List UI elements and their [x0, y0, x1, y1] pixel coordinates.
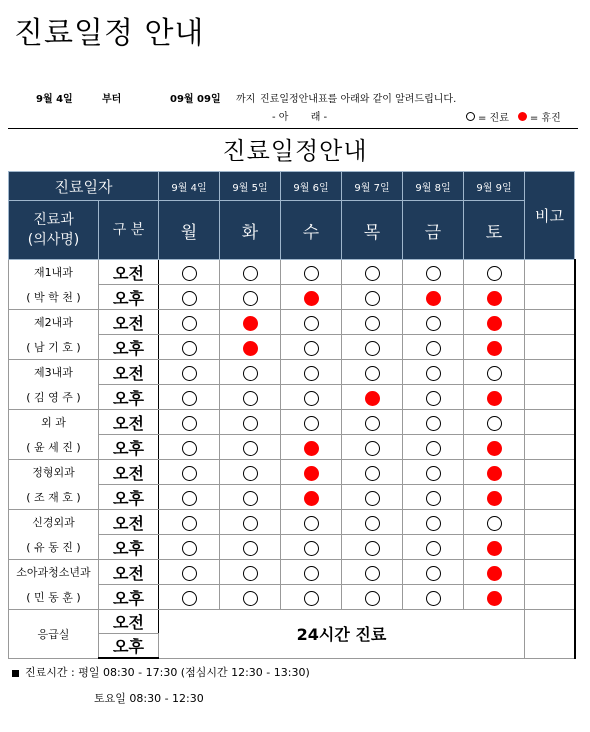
- open-circle-icon: [426, 541, 441, 556]
- emergency-label: 응급실: [9, 610, 99, 659]
- note-cell: [525, 560, 575, 585]
- schedule-cell: [342, 485, 403, 510]
- open-circle-icon: [304, 366, 319, 381]
- schedule-cell: [159, 435, 220, 460]
- closed-circle-icon: [487, 466, 502, 481]
- open-circle-icon: [487, 516, 502, 531]
- note-cell: [525, 610, 575, 659]
- open-circle-icon: [426, 566, 441, 581]
- schedule-cell: [342, 260, 403, 285]
- open-circle-icon: [304, 566, 319, 581]
- legend: [466, 109, 561, 124]
- open-circle-icon: [365, 291, 380, 306]
- note-cell: [525, 360, 575, 385]
- schedule-cell: [342, 585, 403, 610]
- open-circle-icon: [426, 491, 441, 506]
- open-circle-icon: [426, 591, 441, 606]
- shift-label: 오후: [99, 385, 159, 410]
- open-circle-icon: [243, 566, 258, 581]
- open-circle-icon: [304, 316, 319, 331]
- date-header: 9월 9일: [464, 172, 525, 201]
- legend-closed-label: = 휴진: [529, 113, 561, 124]
- schedule-cell: [220, 535, 281, 560]
- schedule-cell: [464, 560, 525, 585]
- schedule-cell: [403, 385, 464, 410]
- schedule-cell: [342, 510, 403, 535]
- schedule-cell: [220, 385, 281, 410]
- note-cell: [525, 435, 575, 460]
- open-circle-icon: [243, 466, 258, 481]
- schedule-cell: [159, 360, 220, 385]
- open-circle-icon: [304, 591, 319, 606]
- notice-to-date: 09월 09일: [170, 94, 221, 105]
- open-circle-icon: [365, 516, 380, 531]
- closed-circle-icon: [304, 441, 319, 456]
- closed-circle-icon: [518, 112, 527, 121]
- table-row: [9, 535, 575, 560]
- legend-open-label: = 진료: [478, 113, 509, 124]
- open-circle-icon: [182, 591, 197, 606]
- note-cell: [525, 335, 575, 360]
- schedule-cell: [403, 585, 464, 610]
- notice-to-word: 까지: [236, 94, 256, 105]
- schedule-cell: [464, 385, 525, 410]
- table-row: [9, 485, 575, 510]
- closed-circle-icon: [304, 291, 319, 306]
- closed-circle-icon: [487, 316, 502, 331]
- open-circle-icon: [365, 491, 380, 506]
- schedule-cell: [403, 435, 464, 460]
- table-row: [9, 560, 575, 585]
- schedule-cell: [403, 285, 464, 310]
- open-circle-icon: [182, 316, 197, 331]
- schedule-cell: [464, 310, 525, 335]
- schedule-cell: [403, 260, 464, 285]
- bullet-square-icon: [12, 670, 19, 677]
- emergency-text: 24시간 진료: [159, 610, 525, 659]
- open-circle-icon: [243, 391, 258, 406]
- doctor-name: ( 민 동 훈 ): [9, 585, 99, 610]
- date-header: 9월 6일: [281, 172, 342, 201]
- schedule-cell: [281, 285, 342, 310]
- schedule-cell: [342, 360, 403, 385]
- closed-circle-icon: [243, 316, 258, 331]
- open-circle-icon: [243, 291, 258, 306]
- dept-name: 외 과: [9, 410, 99, 435]
- schedule-cell: [342, 410, 403, 435]
- table-row: [9, 435, 575, 460]
- schedule-cell: [342, 460, 403, 485]
- note-cell: [525, 485, 575, 510]
- divider: [8, 128, 578, 129]
- schedule-cell: [342, 435, 403, 460]
- open-circle-icon: [182, 416, 197, 431]
- doctor-name: ( 박 학 천 ): [9, 285, 99, 310]
- open-circle-icon: [365, 266, 380, 281]
- schedule-cell: [403, 360, 464, 385]
- schedule-cell: [220, 335, 281, 360]
- schedule-cell: [342, 285, 403, 310]
- schedule-cell: [281, 335, 342, 360]
- schedule-cell: [342, 335, 403, 360]
- table-row: [9, 460, 575, 485]
- table-row: [9, 510, 575, 535]
- shift-label: 오후: [99, 585, 159, 610]
- schedule-cell: [403, 535, 464, 560]
- notice-from-word: 부터: [102, 94, 122, 105]
- open-circle-icon: [487, 416, 502, 431]
- open-circle-icon: [365, 466, 380, 481]
- open-circle-icon: [365, 316, 380, 331]
- schedule-cell: [342, 560, 403, 585]
- schedule-cell: [464, 510, 525, 535]
- doctor-name: ( 김 영 주 ): [9, 385, 99, 410]
- open-circle-icon: [243, 516, 258, 531]
- schedule-cell: [220, 510, 281, 535]
- open-circle-icon: [426, 266, 441, 281]
- dept-name: 신경외과: [9, 510, 99, 535]
- open-circle-icon: [487, 266, 502, 281]
- open-circle-icon: [182, 516, 197, 531]
- schedule-cell: [159, 410, 220, 435]
- closed-circle-icon: [365, 391, 380, 406]
- open-circle-icon: [304, 391, 319, 406]
- dept-name: 소아과청소년과: [9, 560, 99, 585]
- schedule-cell: [159, 385, 220, 410]
- note-cell: [525, 585, 575, 610]
- table-row: [9, 260, 575, 285]
- closed-circle-icon: [487, 291, 502, 306]
- open-circle-icon: [426, 391, 441, 406]
- schedule-cell: [220, 260, 281, 285]
- table-row: [9, 310, 575, 335]
- schedule-cell: [281, 535, 342, 560]
- shift-label: 오전: [99, 460, 159, 485]
- schedule-cell: [281, 560, 342, 585]
- open-circle-icon: [243, 366, 258, 381]
- schedule-cell: [159, 585, 220, 610]
- closed-circle-icon: [304, 466, 319, 481]
- schedule-cell: [281, 385, 342, 410]
- schedule-cell: [464, 260, 525, 285]
- schedule-cell: [159, 535, 220, 560]
- date-header-label: 진료일자: [9, 172, 159, 201]
- open-circle-icon: [365, 566, 380, 581]
- table-row: [9, 335, 575, 360]
- dept-header: 진료과 (의사명): [9, 201, 99, 260]
- note-cell: [525, 385, 575, 410]
- open-circle-icon: [243, 591, 258, 606]
- open-circle-icon: [243, 441, 258, 456]
- schedule-cell: [159, 485, 220, 510]
- schedule-cell: [159, 260, 220, 285]
- closed-circle-icon: [487, 591, 502, 606]
- open-circle-icon: [243, 491, 258, 506]
- open-circle-icon: [365, 591, 380, 606]
- shift-label: 오후: [99, 485, 159, 510]
- dept-name: 제2내과: [9, 310, 99, 335]
- schedule-cell: [159, 460, 220, 485]
- table-row: [9, 360, 575, 385]
- open-circle-icon: [365, 341, 380, 356]
- schedule-cell: [464, 585, 525, 610]
- open-circle-icon: [182, 366, 197, 381]
- date-header: 9월 7일: [342, 172, 403, 201]
- schedule-cell: [220, 435, 281, 460]
- closed-circle-icon: [487, 491, 502, 506]
- open-circle-icon: [487, 366, 502, 381]
- closed-circle-icon: [487, 541, 502, 556]
- day-header: 월: [159, 201, 220, 260]
- day-header: 금: [403, 201, 464, 260]
- shift-label: 오전: [99, 560, 159, 585]
- open-circle-icon: [182, 441, 197, 456]
- open-circle-icon: [182, 266, 197, 281]
- open-circle-icon: [304, 416, 319, 431]
- open-circle-icon: [466, 112, 475, 121]
- doctor-name: ( 윤 세 진 ): [9, 435, 99, 460]
- shift-label: 오후: [99, 285, 159, 310]
- open-circle-icon: [182, 541, 197, 556]
- schedule-cell: [464, 485, 525, 510]
- notice-from-date: 9월 4일: [36, 94, 73, 105]
- notice-below: - 아 래 -: [272, 112, 328, 123]
- note-cell: [525, 310, 575, 335]
- schedule-cell: [464, 460, 525, 485]
- open-circle-icon: [182, 291, 197, 306]
- table-row: [9, 285, 575, 310]
- schedule-cell: [159, 510, 220, 535]
- open-circle-icon: [304, 266, 319, 281]
- schedule-cell: [220, 560, 281, 585]
- day-header: 토: [464, 201, 525, 260]
- schedule-body: [9, 260, 575, 659]
- footer-hours: [12, 664, 310, 680]
- schedule-cell: [403, 510, 464, 535]
- schedule-cell: [342, 535, 403, 560]
- schedule-cell: [342, 310, 403, 335]
- shift-label: 오후: [99, 435, 159, 460]
- day-header: 화: [220, 201, 281, 260]
- schedule-cell: [464, 360, 525, 385]
- schedule-cell: [159, 310, 220, 335]
- schedule-cell: [281, 310, 342, 335]
- table-title: 진료일정안내: [222, 137, 368, 165]
- shift-label: 오후: [99, 335, 159, 360]
- dept-name: 제3내과: [9, 360, 99, 385]
- closed-circle-icon: [426, 291, 441, 306]
- open-circle-icon: [243, 266, 258, 281]
- shift-label: 오전: [99, 610, 159, 634]
- dept-name: 정형외과: [9, 460, 99, 485]
- schedule-cell: [464, 285, 525, 310]
- open-circle-icon: [426, 416, 441, 431]
- date-header: 9월 8일: [403, 172, 464, 201]
- note-cell: [525, 285, 575, 310]
- open-circle-icon: [243, 541, 258, 556]
- schedule-cell: [403, 560, 464, 585]
- table-row: [9, 610, 575, 634]
- open-circle-icon: [365, 416, 380, 431]
- open-circle-icon: [182, 491, 197, 506]
- schedule-cell: [159, 285, 220, 310]
- open-circle-icon: [182, 341, 197, 356]
- table-row: [9, 410, 575, 435]
- doctor-name: ( 남 기 호 ): [9, 335, 99, 360]
- day-header: 수: [281, 201, 342, 260]
- day-header: 목: [342, 201, 403, 260]
- dept-name: 재1내과: [9, 260, 99, 285]
- schedule-cell: [220, 585, 281, 610]
- shift-label: 오후: [99, 634, 159, 659]
- open-circle-icon: [182, 466, 197, 481]
- schedule-cell: [464, 410, 525, 435]
- open-circle-icon: [426, 441, 441, 456]
- shift-label: 오전: [99, 360, 159, 385]
- closed-circle-icon: [243, 341, 258, 356]
- open-circle-icon: [426, 516, 441, 531]
- open-circle-icon: [243, 416, 258, 431]
- schedule-cell: [403, 335, 464, 360]
- schedule-cell: [403, 485, 464, 510]
- open-circle-icon: [426, 316, 441, 331]
- note-cell: [525, 260, 575, 285]
- schedule-table: [8, 171, 576, 659]
- schedule-cell: [281, 510, 342, 535]
- closed-circle-icon: [487, 566, 502, 581]
- schedule-cell: [159, 335, 220, 360]
- schedule-cell: [403, 310, 464, 335]
- schedule-cell: [464, 335, 525, 360]
- open-circle-icon: [365, 541, 380, 556]
- note-cell: [525, 535, 575, 560]
- closed-circle-icon: [487, 441, 502, 456]
- open-circle-icon: [426, 466, 441, 481]
- open-circle-icon: [365, 366, 380, 381]
- closed-circle-icon: [487, 341, 502, 356]
- open-circle-icon: [304, 341, 319, 356]
- schedule-cell: [464, 535, 525, 560]
- shift-label: 오전: [99, 410, 159, 435]
- date-header: 9월 5일: [220, 172, 281, 201]
- page-title: 진료일정 안내: [14, 16, 205, 51]
- doctor-name: ( 유 동 진 ): [9, 535, 99, 560]
- schedule-cell: [220, 410, 281, 435]
- open-circle-icon: [304, 541, 319, 556]
- schedule-cell: [220, 310, 281, 335]
- table-row: [9, 385, 575, 410]
- note-header: 비고: [525, 172, 575, 260]
- footer-saturday: 토요일 08:30 - 12:30: [94, 692, 204, 705]
- schedule-cell: [281, 260, 342, 285]
- open-circle-icon: [365, 441, 380, 456]
- schedule-cell: [281, 435, 342, 460]
- open-circle-icon: [182, 566, 197, 581]
- shift-label: 오전: [99, 260, 159, 285]
- date-header: 9월 4일: [159, 172, 220, 201]
- open-circle-icon: [182, 391, 197, 406]
- schedule-cell: [220, 285, 281, 310]
- shift-label: 오후: [99, 535, 159, 560]
- table-row: [9, 585, 575, 610]
- closed-circle-icon: [487, 391, 502, 406]
- schedule-cell: [281, 485, 342, 510]
- schedule-cell: [281, 585, 342, 610]
- schedule-cell: [159, 560, 220, 585]
- shift-header: 구 분: [99, 201, 159, 260]
- open-circle-icon: [426, 341, 441, 356]
- schedule-cell: [281, 410, 342, 435]
- schedule-cell: [281, 360, 342, 385]
- notice-line: [36, 90, 576, 106]
- schedule-cell: [464, 435, 525, 460]
- open-circle-icon: [426, 366, 441, 381]
- schedule-cell: [220, 460, 281, 485]
- note-cell: [525, 410, 575, 435]
- shift-label: 오전: [99, 510, 159, 535]
- schedule-cell: [403, 460, 464, 485]
- shift-label: 오전: [99, 310, 159, 335]
- notice-text: 진료일정안내표를 아래와 같이 알려드립니다.: [260, 94, 457, 105]
- schedule-cell: [342, 385, 403, 410]
- open-circle-icon: [304, 516, 319, 531]
- footer-line1: 진료시간 : 평일 08:30 - 17:30 (점심시간 12:30 - 13:30): [25, 666, 310, 679]
- note-cell: [525, 510, 575, 535]
- schedule-cell: [281, 460, 342, 485]
- closed-circle-icon: [304, 491, 319, 506]
- schedule-cell: [220, 485, 281, 510]
- schedule-cell: [403, 410, 464, 435]
- doctor-name: ( 조 재 호 ): [9, 485, 99, 510]
- schedule-cell: [220, 360, 281, 385]
- note-cell: [525, 460, 575, 485]
